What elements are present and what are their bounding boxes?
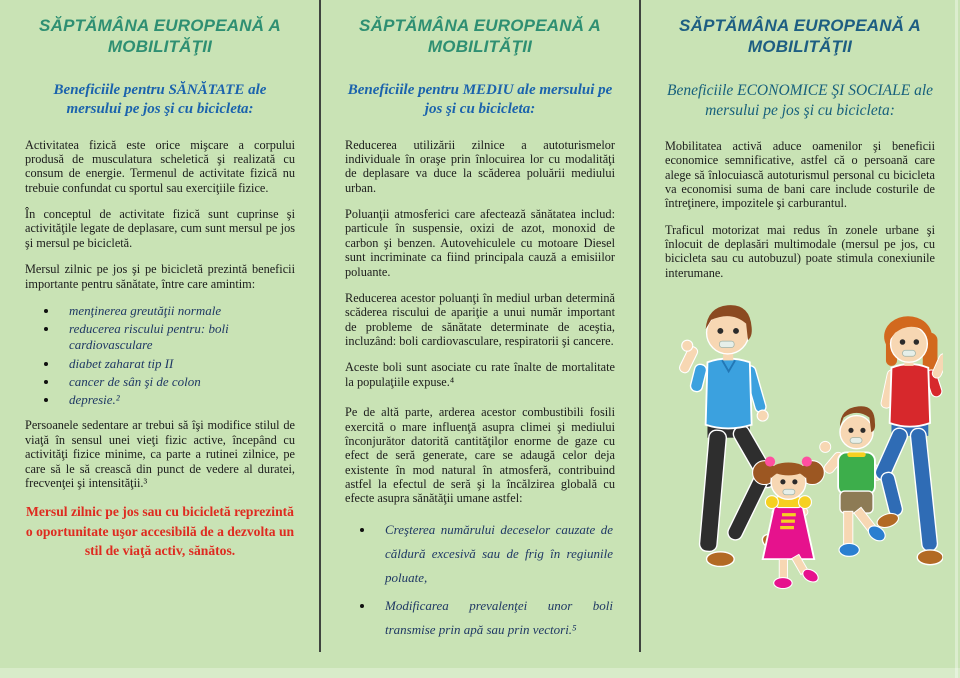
list-item: • cancer de sân şi de colon bbox=[59, 374, 295, 390]
body-paragraph: Reducerea acestor poluanţi în mediul urban determină scăderea riscului de apariţie a unui număr important de probleme de sănătate determinate de aceştia, incluzând: boli cardiovasculare, respiratorii şi cancere. bbox=[345, 290, 615, 348]
health-benefits-list bbox=[59, 303, 295, 409]
list-item: • Modificarea prevalenţei unor boli transmise prin apă sau prin vectori.⁵ bbox=[375, 594, 615, 642]
body-paragraph: Mersul zilnic pe jos şi pe bicicletă prezintă beneficii importante pentru sănătate, între care amintim: bbox=[25, 262, 295, 291]
daughter-figure bbox=[753, 457, 825, 589]
list-item: • reducerea riscului pentru: boli cardiovasculare bbox=[59, 321, 295, 354]
panel-economic-social bbox=[640, 0, 960, 678]
highlight-text: Mersul zilnic pe jos sau cu bicicletă reprezintă o oportunitate uşor accesibilă de a dezvolta un stil de viaţă activ, sănătos. bbox=[25, 504, 295, 558]
body-paragraph: Poluanţii atmosferici care afectează sănătatea includ: particule în suspensie, oxizi de azot, monoxid de carbon şi benzen. Autovehiculele cu motoare Diesel sunt incriminate ca fiind principala cauză a emisiilor poluante. bbox=[345, 207, 615, 279]
body-paragraph: Aceste boli sunt asociate cu rate înalte de mortalitate la populaţiile expuse.⁴ bbox=[345, 360, 615, 389]
panel-divider bbox=[639, 0, 641, 652]
son-figure bbox=[820, 406, 888, 556]
panel-environment-subtitle: Beneficiile pentru MEDIU ale mersului pe jos şi cu bicicleta: bbox=[347, 81, 613, 117]
panel-environment-title: SĂPTĂMÂNA EUROPEANĂ A MOBILITĂŢII bbox=[359, 16, 601, 57]
panel-health-title: SĂPTĂMÂNA EUROPEANĂ A MOBILITĂŢII bbox=[39, 16, 281, 57]
panel-environment bbox=[320, 0, 640, 678]
body-paragraph: În conceptul de activitate fizică sunt cuprinse şi activităţile legate de deplasare, cum sunt mersul pe jos şi mersul pe bicicletă. bbox=[25, 207, 295, 250]
list-item: • menţinerea greutăţii normale bbox=[59, 303, 295, 319]
body-paragraph: Activitatea fizică este orice mişcare a corpului produsă de musculatura scheletică şi realizată cu consum de energie. Termenul de activitate fizică nu trebuie confundat cu sportul sau exerciţiile fizice. bbox=[25, 137, 295, 195]
walking-family-illustration bbox=[667, 292, 935, 627]
panel-divider bbox=[319, 0, 321, 652]
page-edge bbox=[0, 668, 960, 678]
panel-health bbox=[0, 0, 320, 678]
family-illustration-svg bbox=[667, 292, 943, 622]
climate-effects-list bbox=[375, 518, 615, 642]
mother-figure bbox=[873, 316, 943, 564]
list-item: • diabet zaharat tip II bbox=[59, 356, 295, 372]
list-item: • Creşterea numărului deceselor cauzate de căldură excesivă sau de frig în regiunile poluate, bbox=[375, 518, 615, 590]
page-edge bbox=[955, 0, 958, 678]
list-item: • depresie.² bbox=[59, 392, 295, 408]
panel-economic-subtitle: Beneficiile ECONOMICE ŞI SOCIALE ale mersului pe jos şi cu bicicleta: bbox=[666, 81, 934, 119]
body-paragraph: Persoanele sedentare ar trebui să îşi modifice stilul de viaţă în sensul unei vieţi fizic active, începând cu activităţi fizice minime, ca parte a rutinei zilnice, pe care să le să crească din punct de vedere al duratei, frecvenţei şi intensităţii.³ bbox=[25, 418, 295, 490]
body-paragraph: Reducerea utilizării zilnice a autoturismelor individuale în oraşe prin înlocuirea lor cu modalităţi de deplasare va duce la scăderea poluării mediului urban. bbox=[345, 137, 615, 195]
body-paragraph: Traficul motorizat mai redus în zonele urbane şi înlocuit de deplasări multimodale (mersul pe jos, cu bicicleta sau cu autobuzul) poate stimula conexiunile interumane. bbox=[665, 222, 935, 280]
panel-health-subtitle: Beneficiile pentru SĂNĂTATE ale mersului pe jos şi cu bicicleta: bbox=[53, 81, 267, 117]
body-paragraph: Pe de altă parte, arderea acestor combustibili fosili exercită o mare influenţă asupra climei şi mediului înconjurător datorită cantităţilor enorme de gaze cu efect de seră generate, care se adaugă celor deja existente în mod natural în atmosferă, contribuind astfel la efectul de seră şi la încălzirea globală cu efecte asupra sănătăţii umane astfel: bbox=[345, 405, 615, 506]
body-paragraph: Mobilitatea activă aduce oamenilor şi beneficii economice semnificative, astfel că o persoană care alege să înlocuiască autoturismul personal cu bicicleta va economisi suma de bani care include costurile de întreţinere, impozitele şi carburantul. bbox=[665, 138, 935, 211]
panel-economic-title: SĂPTĂMÂNA EUROPEANĂ A MOBILITĂŢII bbox=[679, 16, 921, 57]
